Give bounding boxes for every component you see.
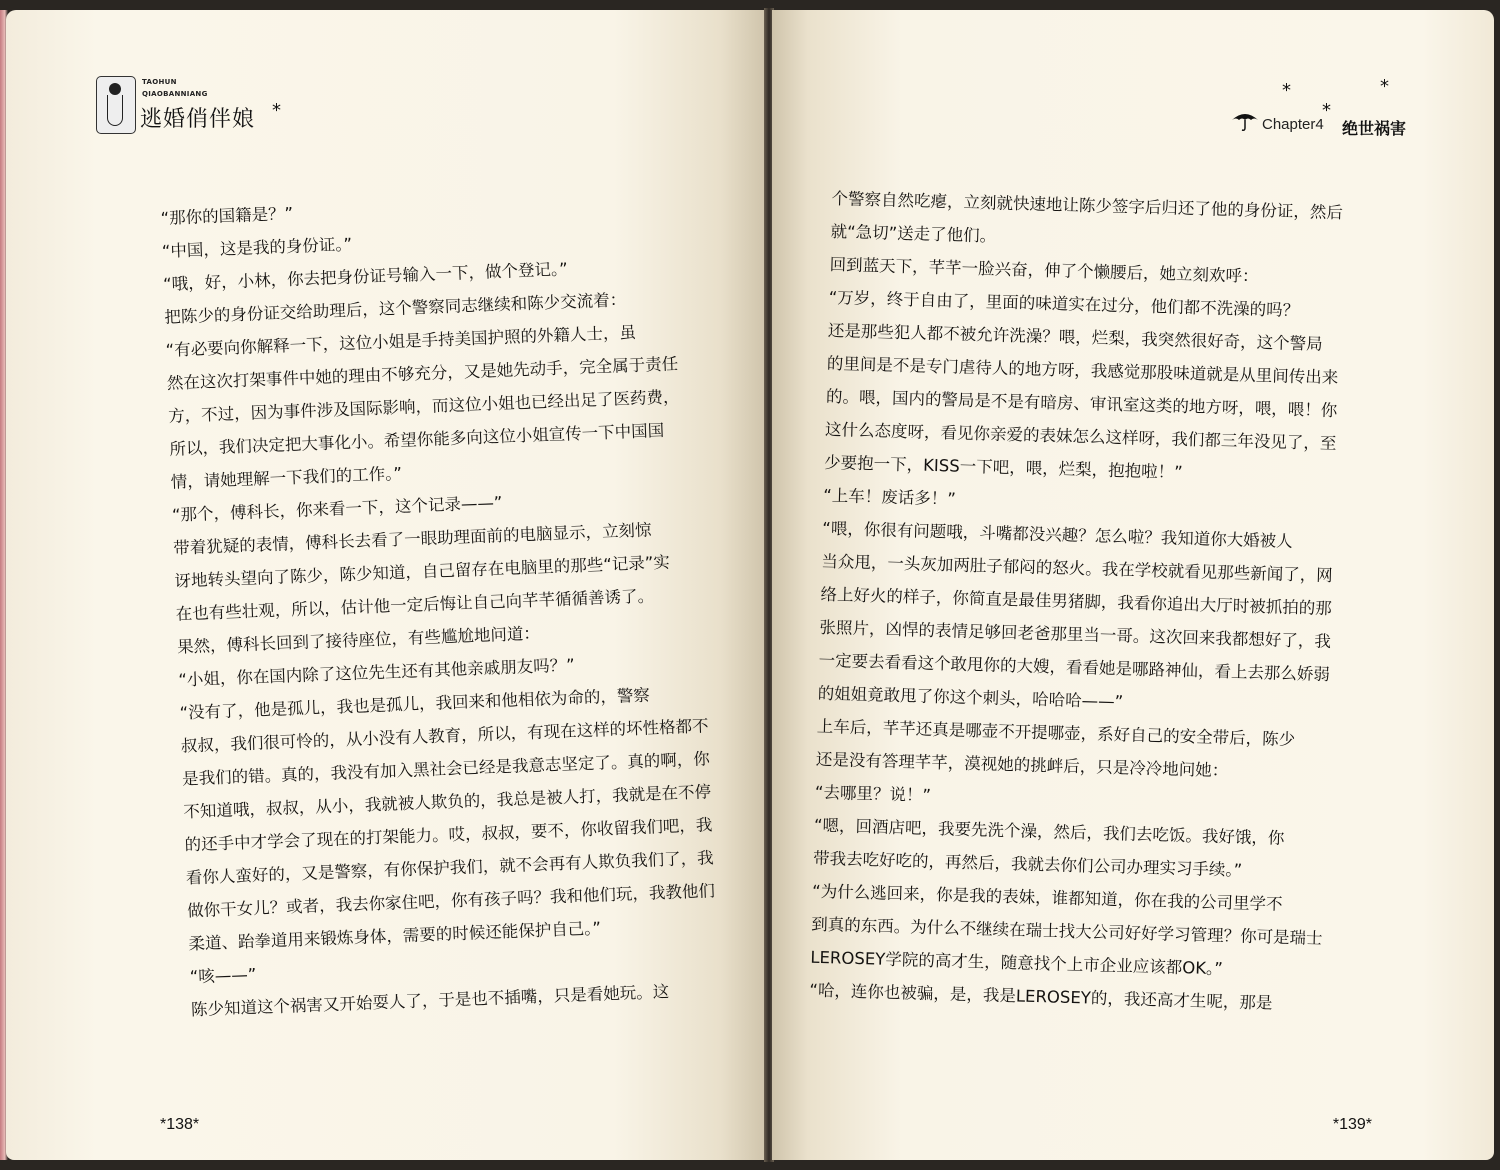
- text-line: 络上好火的样子，你简直是最佳男猪脚，我看你追出大厅时被抓拍的那: [820, 584, 1333, 619]
- text-line: 是我们的错。真的，我没有加入黑社会已经是我意志坚定了。真的啊，你: [181, 749, 711, 789]
- text-line: “上车！废话多！”: [822, 485, 957, 509]
- text-line: 一定要去看看这个敢甩你的大嫂，看看她是哪路神仙，看上去那么娇弱: [818, 650, 1331, 685]
- text-line: 叔叔，我们很可怜的，从小没有人教育，所以，有现在这样的坏性格都不: [180, 716, 709, 756]
- text-line: 所以，我们决定把大事化小。希望你能多向这位小姐宣传一下中国国: [169, 420, 665, 459]
- star-decoration: *: [1322, 100, 1331, 121]
- text-line: 的还手中才学会了现在的打架能力。哎，叔叔，要不，你收留我们吧，我: [184, 815, 713, 855]
- text-line: 还是没有答理芊芊，漠视她的挑衅后，只是冷冷地问她：: [815, 749, 1229, 781]
- pinyin-line-2: QIAOBANNIANG: [142, 90, 208, 98]
- text-line: 的里间是不是专门虐待人的地方呀，我感觉那股味道就是从里间传出来: [826, 353, 1339, 388]
- text-line: 还是那些犯人都不被允许洗澡？喂，烂梨，我突然很好奇，这个警局: [827, 320, 1323, 354]
- text-line: 就“急切”送走了他们。: [830, 221, 997, 246]
- text-line: 情，请她理解一下我们的工作。”: [170, 463, 403, 492]
- left-page: [6, 10, 766, 1160]
- text-line: “喂，你很有问题哦，斗嘴都没兴趣？怎么啦？我知道你大婚被人: [822, 518, 1293, 552]
- right-body-text: [809, 182, 1392, 1022]
- book-logo-icon: [96, 76, 136, 134]
- book-title: 逃婚俏伴娘: [140, 107, 256, 132]
- text-line: 陈少知道这个祸害又开始耍人了，于是也不插嘴，只是看她玩。这: [190, 982, 670, 1020]
- star-decoration: *: [1282, 80, 1291, 101]
- text-line: 柔道、跆拳道用来锻炼身体，需要的时候还能保护自己。”: [188, 918, 602, 954]
- text-line: 看你人蛮好的，又是警察，有你保护我们，就不会再有人欺负我们了，我: [185, 848, 714, 888]
- chapter-title: 绝世祸害: [1342, 119, 1407, 138]
- right-page: [772, 10, 1494, 1160]
- text-line: LEROSEY学院的高才生，随意找个上市企业应该都OK。”: [810, 947, 1224, 979]
- text-line: 把陈少的身份证交给助理后，这个警察同志继续和陈少交流着：: [164, 290, 627, 327]
- text-line: 讶地转头望向了陈少，陈少知道，自己留存在电脑里的那些“记录”实: [174, 552, 671, 591]
- text-line: 方，不过，因为事件涉及国际影响，而这位小姐也已经出足了医药费，: [167, 387, 680, 426]
- text-line: 到真的东西。为什么不继续在瑞士找大公司好好学习管理？你可是瑞士: [811, 914, 1323, 948]
- text-line: “哦，好，小林，你去把身份证号输入一下，做个登记。”: [162, 259, 569, 294]
- umbrella-icon: [1230, 108, 1260, 132]
- text-line: “那个，傅科长，你来看一下，这个记录——”: [171, 493, 503, 525]
- text-line: 带我去吃好吃的，再然后，我就去你们公司办理实习手续。”: [812, 848, 1243, 880]
- text-line: 个警察自然吃瘪，立刻就快速地让陈少签字后归还了他的身份证，然后: [831, 188, 1344, 223]
- star-decoration: *: [272, 100, 281, 121]
- text-line: “那你的国籍是？”: [160, 203, 294, 228]
- text-line: 回到蓝天下，芊芊一脸兴奋，伸了个懒腰后，她立刻欢呼：: [829, 254, 1259, 286]
- star-decoration: *: [1380, 76, 1389, 97]
- text-line: “哈，连你也被骗，是，我是LEROSEY的，我还高才生呢，那是: [809, 980, 1273, 1013]
- text-line: “小姐，你在国内除了这位先生还有其他亲戚朋友吗？”: [178, 655, 576, 690]
- pinyin-line-1: TAOHUN: [142, 78, 177, 86]
- text-line: 做你干女儿？或者，我去你家住吧，你有孩子吗？我和他们玩，我教他们: [186, 881, 716, 921]
- text-line: 在也有些壮观，所以，估计他一定后悔让自己向芊芊循循善诱了。: [175, 586, 655, 624]
- text-line: “有必要向你解释一下，这位小姐是手持美国护照的外籍人士，虽: [165, 322, 637, 360]
- text-line: 的姐姐竟敢甩了你这个刺头，哈哈哈——”: [817, 683, 1124, 712]
- text-line: 果然，傅科长回到了接待座位，有些尴尬地问道：: [176, 623, 541, 657]
- text-line: 的。喂，国内的警局是不是有暗房、审讯室这类的地方呀，喂，喂！你: [825, 386, 1338, 421]
- text-line: 带着犹疑的表情，傅科长去看了一眼助理面前的电脑显示，立刻惊: [172, 520, 652, 558]
- book-header: [96, 76, 296, 140]
- text-line: “嗯，回酒店吧，我要先洗个澡，然后，我们去吃饭。我好饿，你: [813, 815, 1285, 848]
- text-line: 这什么态度呀，看见你亲爱的表妹怎么这样呀，我们都三年没见了，至: [824, 419, 1337, 454]
- text-line: 少要抱一下，KISS一下吧，喂，烂梨，抱抱啦！”: [823, 452, 1183, 482]
- text-line: 不知道哦，叔叔，从小，我就被人欺负的，我总是被人打，我就是在不停: [183, 782, 712, 822]
- text-line: 当众甩，一头灰加两肚子郁闷的怒火。我在学校就看见那些新闻了，网: [821, 551, 1333, 586]
- text-line: 然在这次打架事件中她的理由不够充分，又是她先动手，完全属于责任: [166, 354, 679, 393]
- text-line: “万岁，终于自由了，里面的味道实在过分，他们都不洗澡的吗？: [828, 287, 1300, 321]
- text-line: 上车后，芊芊还真是哪壶不开提哪壶，系好自己的安全带后，陈少: [816, 716, 1296, 750]
- text-line: 张照片，凶悍的表情足够回老爸那里当一哥。这次回来我都想好了，我: [819, 617, 1332, 652]
- text-line: “去哪里？说！”: [814, 782, 932, 806]
- text-line: “没有了，他是孤儿，我也是孤儿，我回来和他相依为命的，警察: [179, 685, 651, 723]
- text-line: “为什么逃回来，你是我的表妹，谁都知道，你在我的公司里学不: [811, 881, 1283, 914]
- left-body-text: [160, 180, 761, 1026]
- page-number-left: *138*: [160, 1116, 200, 1133]
- chapter-header: [1222, 76, 1442, 144]
- chapter-label: Chapter4: [1262, 116, 1324, 133]
- text-line: “中国，这是我的身份证。”: [161, 234, 353, 261]
- page-number-right: *139*: [1332, 1116, 1372, 1133]
- text-line: “咳——”: [189, 964, 257, 987]
